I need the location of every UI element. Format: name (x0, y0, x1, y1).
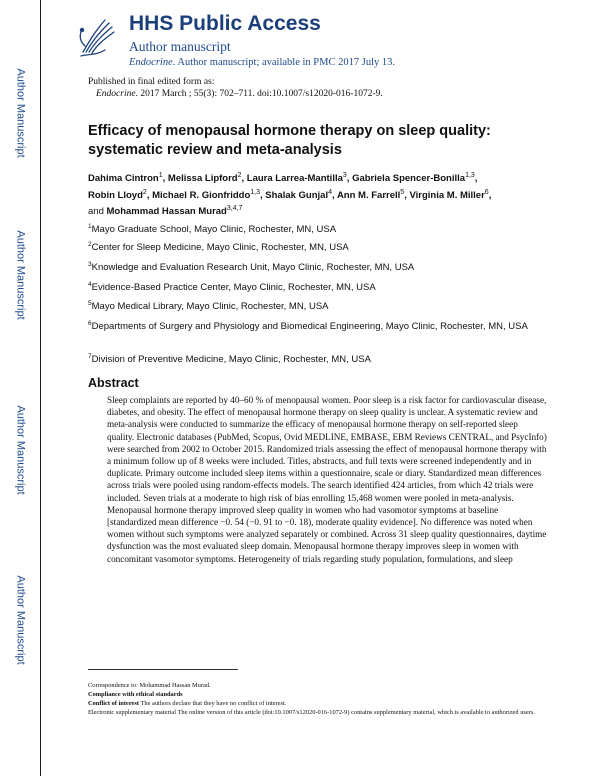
abstract-body: Sleep complaints are reported by 40–60 % of menopausal women. Poor sleep is a risk factor for cardiovascular disease, diabetes, and obesity. The effect of menopausal hormone therapy on sleep quality is unclear. A systematic review and meta-analysis were conducted to summarize the efficacy of menopausal hormone therapy on self-reported sleep quality. Electronic databases (PubMed, Scopus, Ovid MEDLINE, EMBASE, EBM Reviews CENTRAL, and PsycInfo) were searched from 2002 to October 2015. Randomized trials assessing the effect of menopausal hormone therapy with a minimum follow up of 8 weeks were included. Titles, abstracts, and full texts were screened independently and in duplicate. Primary outcome included sleep items within a questionnaire, scale or diary. Standardized mean differences across trials were pooled using random-effects models. The search identified 424 articles, from which 42 trials were included. Seven trials at a moderate to high risk of bias enrolling 15,468 women were pooled in meta-analysis. Menopausal hormone therapy improved sleep quality in women who had vasomotor symptoms at baseline [standardized mean difference −0. 54 (−0. 91 to −0. 18), moderate quality evidence]. No difference was noted when women without such symptoms were analyzed separately or combined. Across 31 sleep quality questionnaires, daytime dysfunction was the most evaluated sleep domain. Menopausal hormone therapy improves sleep in women with concomitant vasomotor symptoms. Heterogeneity of trials regarding study population, formulations, and sleep (107, 395, 547, 564)
author: Virginia M. Miller (409, 189, 485, 201)
hhs-eagle-logo-icon (75, 12, 119, 62)
author: Ann M. Farrell (336, 189, 401, 201)
footnotes (88, 681, 558, 717)
hhs-public-access-title: HHS Public Access (129, 12, 321, 35)
affiliation-6: $^6$Departments of Surgery and Physiology and Biomedical Engineering, Mayo Clinic, Rochester, MN, USA (88, 320, 528, 333)
sidebar-label-1: Author Manuscript (15, 68, 28, 158)
sidebar-label-3: Author Manuscript (15, 405, 28, 495)
affiliation-5: $^5$Mayo Medical Library, Mayo Clinic, Rochester, MN, USA (88, 300, 329, 313)
author-list: Dahima Cintron$^1$, Melissa Lipford$^2$, Laura Larrea-Mantilla$^3$, Gabriela Spencer-Bonilla$^{1,3}$, Robin Lloyd$^2$, Michael R. Gionfriddo$^{1,3}$, Shalak Gunjal$^4$, Ann M. Farrell$^5$, Virginia M. Miller$^6$, and Mohammad Hassan Murad$^{3,4,7}$ (88, 172, 492, 218)
author: Dahima Cintron (88, 173, 159, 185)
author: Michael R. Gionfriddo (152, 189, 251, 201)
sidebar-divider (40, 0, 41, 776)
compliance-heading: Compliance with ethical standards (88, 691, 183, 698)
affiliation-3: $^3$Knowledge and Evaluation Research Unit, Mayo Clinic, Rochester, MN, USA (88, 261, 415, 274)
article-title: Efficacy of menopausal hormone therapy on sleep quality: systematic review and meta-analysis (88, 123, 491, 158)
author: Robin Lloyd (88, 189, 143, 201)
sidebar-label-4: Author Manuscript (15, 575, 28, 665)
conflict-note: Conflict of interest The authors declare that they have no conflict of interest. (88, 700, 287, 707)
published-label: Published in final edited form as: (88, 77, 215, 87)
pmc-citation: Endocrine. Author manuscript; available in PMC 2017 July 13. (129, 57, 395, 68)
affiliation-4: $^4$Evidence-Based Practice Center, Mayo Clinic, Rochester, MN, USA (88, 281, 376, 294)
author: Shalak Gunjal (265, 189, 329, 201)
abstract-heading: Abstract (88, 376, 139, 390)
author: Melissa Lipford (167, 173, 238, 185)
affiliation-1: $^1$Mayo Graduate School, Mayo Clinic, Rochester, MN, USA (88, 223, 337, 236)
publication-citation: Endocrine. 2017 March ; 55(3): 702–711. doi:10.1007/s12020-016-1072-9. (96, 89, 383, 99)
author-manuscript-label: Author manuscript (129, 39, 231, 54)
author: Gabriela Spencer-Bonilla (352, 173, 466, 185)
affiliation-7: $^7$Division of Preventive Medicine, Mayo Clinic, Rochester, MN, USA (88, 353, 371, 366)
esm-note: Electronic supplementary material The online version of this article (doi:10.1007/s12020-016-1072-9) contains supplementary material, which is available to authorized users. (88, 709, 535, 716)
affiliation-2: $^2$Center for Sleep Medicine, Mayo Clinic, Rochester, MN, USA (88, 241, 349, 254)
author: Laura Larrea-Mantilla (246, 173, 343, 185)
sidebar-label-2: Author Manuscript (15, 230, 28, 320)
footnote-divider (88, 669, 238, 670)
correspondence-note: Correspondence to: Mohammad Hassan Murad. (88, 682, 211, 689)
author: Mohammad Hassan Murad (106, 206, 227, 218)
